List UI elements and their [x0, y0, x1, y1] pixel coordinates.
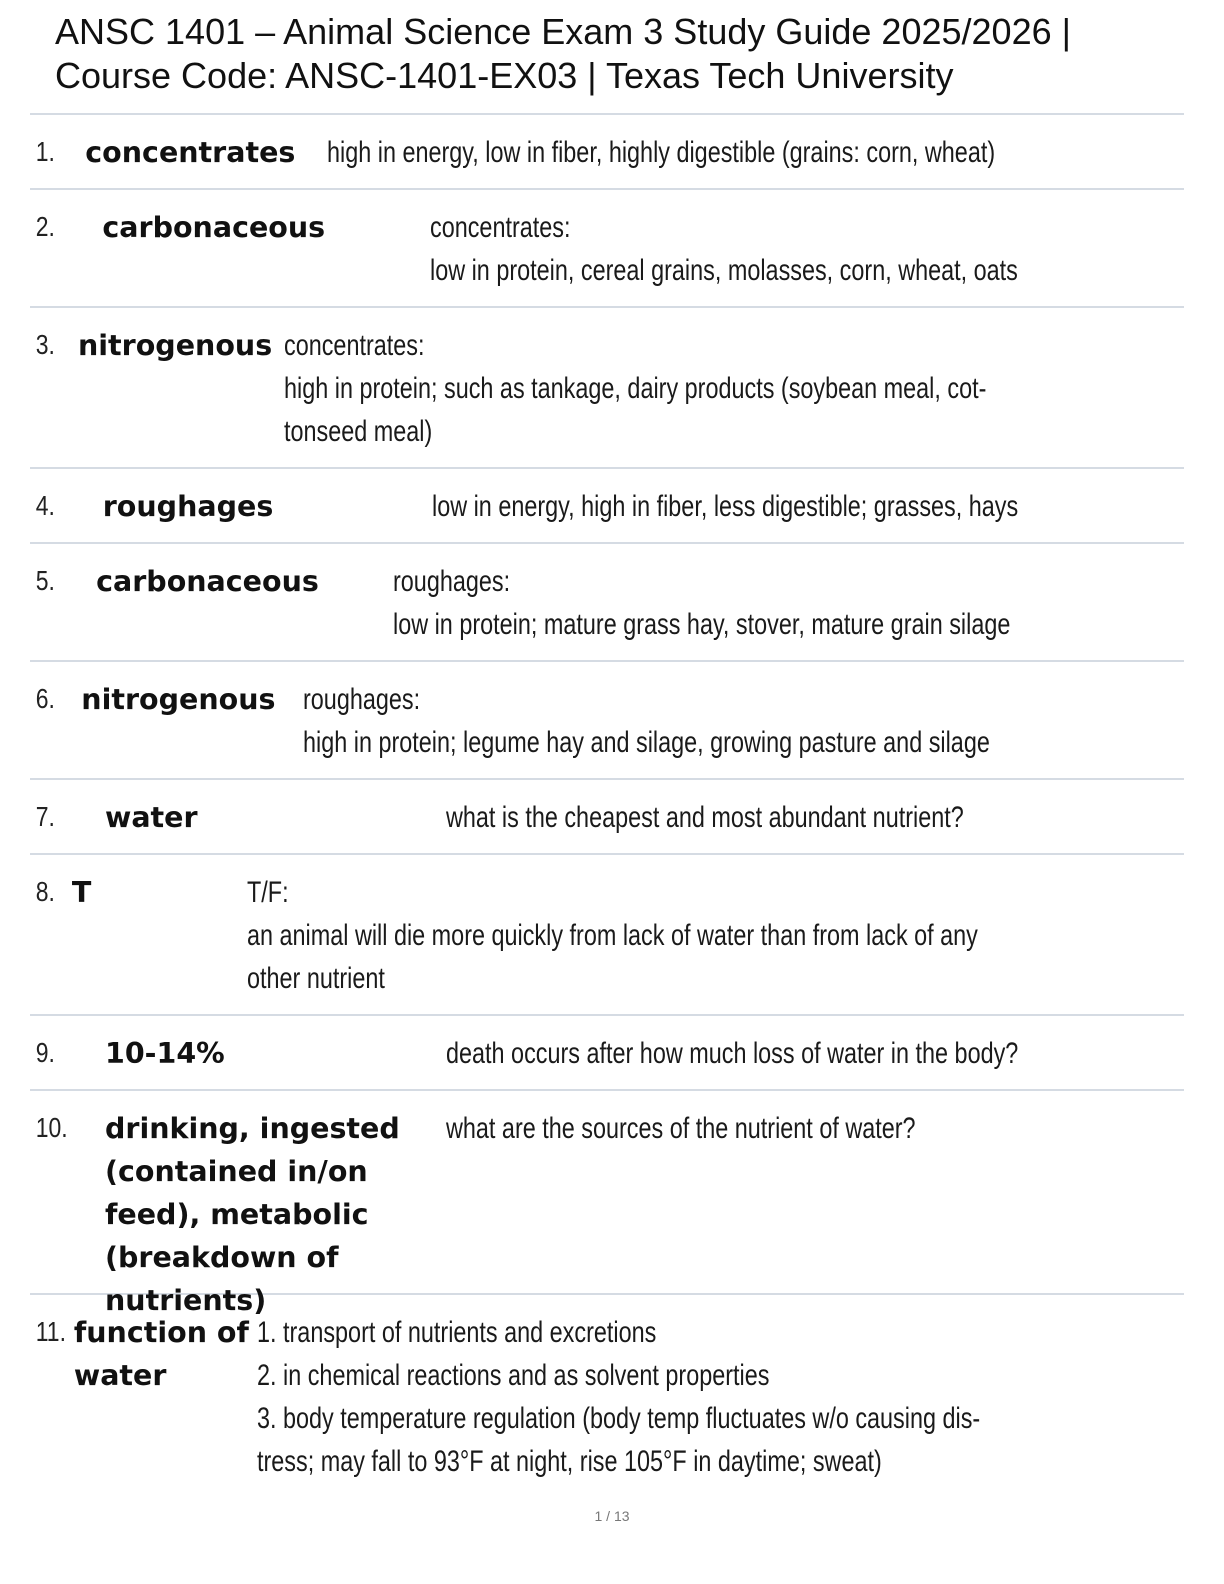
definition-line: low in protein, cereal grains, molasses, corn, wheat, oats [430, 254, 1019, 287]
table-row [30, 188, 1184, 306]
table-row [30, 306, 1184, 467]
definition-line: what are the sources of the nutrient of water? [446, 1112, 916, 1145]
table-row [30, 1014, 1184, 1089]
definition-line: high in energy, low in fiber, highly digestible (grains: corn, wheat) [327, 136, 996, 169]
definition-line: T/F: [246, 876, 289, 909]
table-row [30, 778, 1184, 853]
definition-line: what is the cheapest and most abundant nutrient? [446, 801, 964, 834]
definition-line: an animal will die more quickly from lack of water than from lack of any [246, 919, 978, 952]
definition-line: concentrates: [430, 211, 571, 244]
flashcard-table [30, 113, 1184, 1493]
definition-line: 2. in chemical reactions and as solvent properties [256, 1359, 770, 1392]
row-term: function of water [73, 1316, 249, 1392]
row-definition [303, 678, 990, 778]
definition-line: roughages: [303, 683, 421, 716]
definition-line: death occurs after how much loss of water in the body? [446, 1037, 1019, 1070]
row-term: carbonaceous [96, 565, 319, 598]
definition-line: 3. body temperature regulation (body temp fluctuates w/o causing dis- [256, 1402, 981, 1435]
row-definition [257, 1311, 980, 1493]
row-term: 10-14% [105, 1037, 225, 1070]
page-title [55, 10, 1205, 98]
title-line-2: Course Code: ANSC-1401-EX03 | Texas Tech University [55, 55, 954, 96]
row-definition [327, 131, 995, 188]
row-term: water [105, 801, 198, 834]
row-term: roughages [102, 490, 274, 523]
definition-line: low in energy, high in fiber, less digestible; grasses, hays [432, 490, 1019, 523]
row-number: 5. [35, 565, 55, 596]
definition-line: concentrates: [283, 329, 424, 362]
definition-line: 1. transport of nutrients and excretions [256, 1316, 657, 1349]
row-definition [446, 1032, 1022, 1089]
row-number: 4. [35, 490, 55, 521]
row-number: 8. [35, 876, 55, 907]
table-row [30, 467, 1184, 542]
row-term: carbonaceous [102, 211, 326, 244]
row-number: 10. [35, 1112, 68, 1143]
definition-line: tonseed meal) [283, 415, 432, 448]
row-definition [432, 485, 1018, 542]
table-row [30, 1089, 1184, 1317]
row-number: 11. [35, 1316, 66, 1347]
row-definition [284, 324, 986, 467]
row-term: nitrogenous [81, 683, 276, 716]
row-definition [430, 206, 1018, 306]
row-term: drinking, ingested (contained in/on feed), metabolic (breakdown of nutrients) [105, 1112, 400, 1317]
row-number: 3. [35, 329, 55, 360]
table-row [30, 542, 1184, 660]
row-number: 1. [35, 136, 55, 167]
definition-line: roughages: [392, 565, 510, 598]
definition-line: other nutrient [246, 962, 385, 995]
row-term: T [71, 876, 92, 909]
row-number: 7. [35, 801, 55, 832]
row-term: concentrates [85, 136, 296, 169]
title-line-1: ANSC 1401 – Animal Science Exam 3 Study Guide 2025/2026 | [55, 11, 1071, 52]
row-definition [446, 796, 1022, 853]
table-row [30, 853, 1184, 1014]
table-row [30, 660, 1184, 778]
table-row [30, 113, 1184, 188]
row-number: 2. [35, 211, 55, 242]
definition-line: high in protein; legume hay and silage, growing pasture and silage [303, 726, 991, 759]
row-definition [393, 560, 1010, 660]
row-number: 9. [35, 1037, 55, 1068]
row-definition [247, 871, 978, 1014]
row-term: nitrogenous [77, 329, 273, 362]
definition-line: tress; may fall to 93°F at night, rise 105°F in daytime; sweat) [256, 1445, 882, 1478]
page-number: 1 / 13 [594, 1508, 630, 1524]
definition-line: low in protein; mature grass hay, stover, mature grain silage [392, 608, 1010, 641]
table-row [30, 1293, 1184, 1493]
row-number: 6. [35, 683, 55, 714]
definition-line: high in protein; such as tankage, dairy products (soybean meal, cot- [283, 372, 986, 405]
row-definition [446, 1107, 1022, 1293]
